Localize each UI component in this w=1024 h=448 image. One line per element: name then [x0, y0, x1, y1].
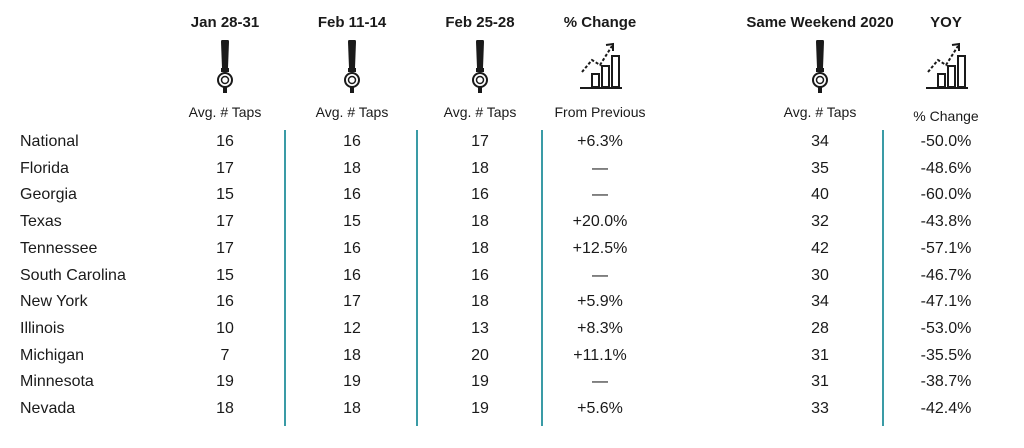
- cell-change: —: [592, 266, 608, 284]
- cell-feb11: 16: [343, 266, 361, 284]
- column-header-feb11: Feb 11-14: [317, 14, 387, 31]
- cell-change: +20.0%: [572, 213, 628, 231]
- cell-jan: 17: [216, 213, 234, 231]
- cell-feb25: 18: [471, 159, 489, 177]
- cell-change: —: [592, 159, 608, 177]
- cell-feb25: 19: [471, 373, 489, 391]
- row-label: Tennessee: [20, 239, 98, 257]
- cell-jan: 16: [216, 133, 234, 150]
- cell-feb25: 18: [471, 213, 489, 231]
- row-label: Texas: [20, 213, 62, 231]
- row-label: Florida: [20, 159, 69, 177]
- cell-jan: 15: [216, 266, 234, 284]
- cell-same2020: 34: [811, 133, 829, 150]
- column-header-jan: Jan 28-31: [190, 14, 260, 31]
- cell-same2020: 33: [811, 400, 829, 417]
- cell-yoy: -42.4%: [920, 400, 972, 417]
- table-row: [0, 186, 1024, 212]
- cell-feb11: 12: [343, 319, 361, 337]
- cell-feb25: 13: [471, 319, 489, 337]
- cell-feb11: 16: [343, 239, 361, 257]
- beer-tap-icon: [468, 38, 492, 99]
- table-row: [0, 133, 1024, 159]
- column-subheader-jan: Avg. # Taps: [188, 104, 262, 120]
- cell-same2020: 31: [811, 346, 829, 364]
- cell-feb11: 18: [343, 159, 361, 177]
- cell-yoy: -47.1%: [920, 293, 972, 311]
- row-label: New York: [20, 293, 88, 311]
- row-label: Illinois: [20, 319, 65, 337]
- cell-yoy: -48.6%: [920, 159, 972, 177]
- cell-yoy: -38.7%: [920, 373, 972, 391]
- column-subheader-feb11: Avg. # Taps: [315, 104, 389, 120]
- cell-change: +5.9%: [577, 293, 623, 311]
- beer-tap-icon: [808, 38, 832, 99]
- cell-jan: 10: [216, 319, 234, 337]
- cell-feb11: 17: [343, 293, 361, 311]
- row-label: Michigan: [20, 346, 85, 364]
- cell-change: +12.5%: [572, 239, 628, 257]
- cell-change: —: [592, 373, 608, 391]
- cell-same2020: 40: [811, 186, 829, 204]
- column-subheader-feb25: Avg. # Taps: [443, 104, 517, 120]
- column-subheader-change: From Previous: [554, 104, 646, 120]
- cell-jan: 17: [216, 239, 234, 257]
- table-row: [0, 267, 1024, 293]
- table-row: [0, 347, 1024, 373]
- column-header-change: % Change: [563, 14, 637, 31]
- cell-same2020: 34: [811, 293, 829, 311]
- beer-tap-icon: [213, 38, 237, 99]
- cell-same2020: 30: [811, 266, 829, 284]
- table-row: [0, 320, 1024, 346]
- cell-feb25: 16: [471, 186, 489, 204]
- cell-same2020: 32: [811, 213, 829, 231]
- cell-feb25: 16: [471, 266, 489, 284]
- cell-jan: 17: [216, 159, 234, 177]
- cell-same2020: 35: [811, 159, 829, 177]
- cell-feb25: 18: [471, 239, 489, 257]
- cell-feb11: 15: [343, 213, 361, 231]
- cell-jan: 16: [216, 293, 234, 311]
- cell-feb11: 16: [343, 133, 361, 150]
- cell-feb11: 19: [343, 373, 361, 391]
- table-row: [0, 160, 1024, 186]
- cell-yoy: -60.0%: [920, 186, 972, 204]
- cell-change: +8.3%: [577, 319, 623, 337]
- table-row: [0, 373, 1024, 399]
- row-label: South Carolina: [20, 266, 126, 284]
- cell-yoy: -43.8%: [920, 213, 972, 231]
- column-header-same2020: Same Weekend 2020: [746, 14, 894, 31]
- cell-change: —: [592, 186, 608, 204]
- growth-chart-icon: [922, 38, 970, 95]
- column-header-yoy: YOY: [930, 14, 962, 31]
- table-row: [0, 400, 1024, 426]
- table-row: [0, 293, 1024, 319]
- row-label: Minnesota: [20, 373, 94, 391]
- cell-yoy: -35.5%: [920, 346, 972, 364]
- cell-feb11: 16: [343, 186, 361, 204]
- cell-feb25: 19: [471, 400, 489, 417]
- cell-feb25: 18: [471, 293, 489, 311]
- column-subheader-yoy: % Change: [913, 108, 979, 124]
- row-label: Nevada: [20, 400, 76, 417]
- table-row: [0, 240, 1024, 266]
- cell-yoy: -50.0%: [920, 133, 972, 150]
- cell-change: +11.1%: [573, 346, 627, 364]
- cell-feb11: 18: [343, 346, 361, 364]
- cell-yoy: -57.1%: [920, 239, 972, 257]
- table-row: [0, 213, 1024, 239]
- cell-jan: 15: [216, 186, 234, 204]
- cell-jan: 7: [220, 346, 230, 364]
- row-label: National: [20, 133, 79, 150]
- cell-same2020: 31: [811, 373, 829, 391]
- column-header-feb25: Feb 25-28: [445, 14, 515, 31]
- cell-feb25: 17: [471, 133, 489, 150]
- cell-jan: 18: [216, 400, 234, 417]
- cell-same2020: 28: [811, 319, 829, 337]
- cell-feb25: 20: [471, 346, 489, 364]
- cell-change: +5.6%: [577, 400, 623, 417]
- cell-same2020: 42: [811, 239, 829, 257]
- cell-yoy: -46.7%: [920, 266, 972, 284]
- beer-tap-icon: [340, 38, 364, 99]
- column-subheader-same2020: Avg. # Taps: [783, 104, 857, 120]
- cell-feb11: 18: [343, 400, 361, 417]
- cell-change: +6.3%: [577, 133, 623, 150]
- row-label: Georgia: [20, 186, 77, 204]
- cell-yoy: -53.0%: [920, 319, 972, 337]
- growth-chart-icon: [576, 38, 624, 95]
- cell-jan: 19: [216, 373, 234, 391]
